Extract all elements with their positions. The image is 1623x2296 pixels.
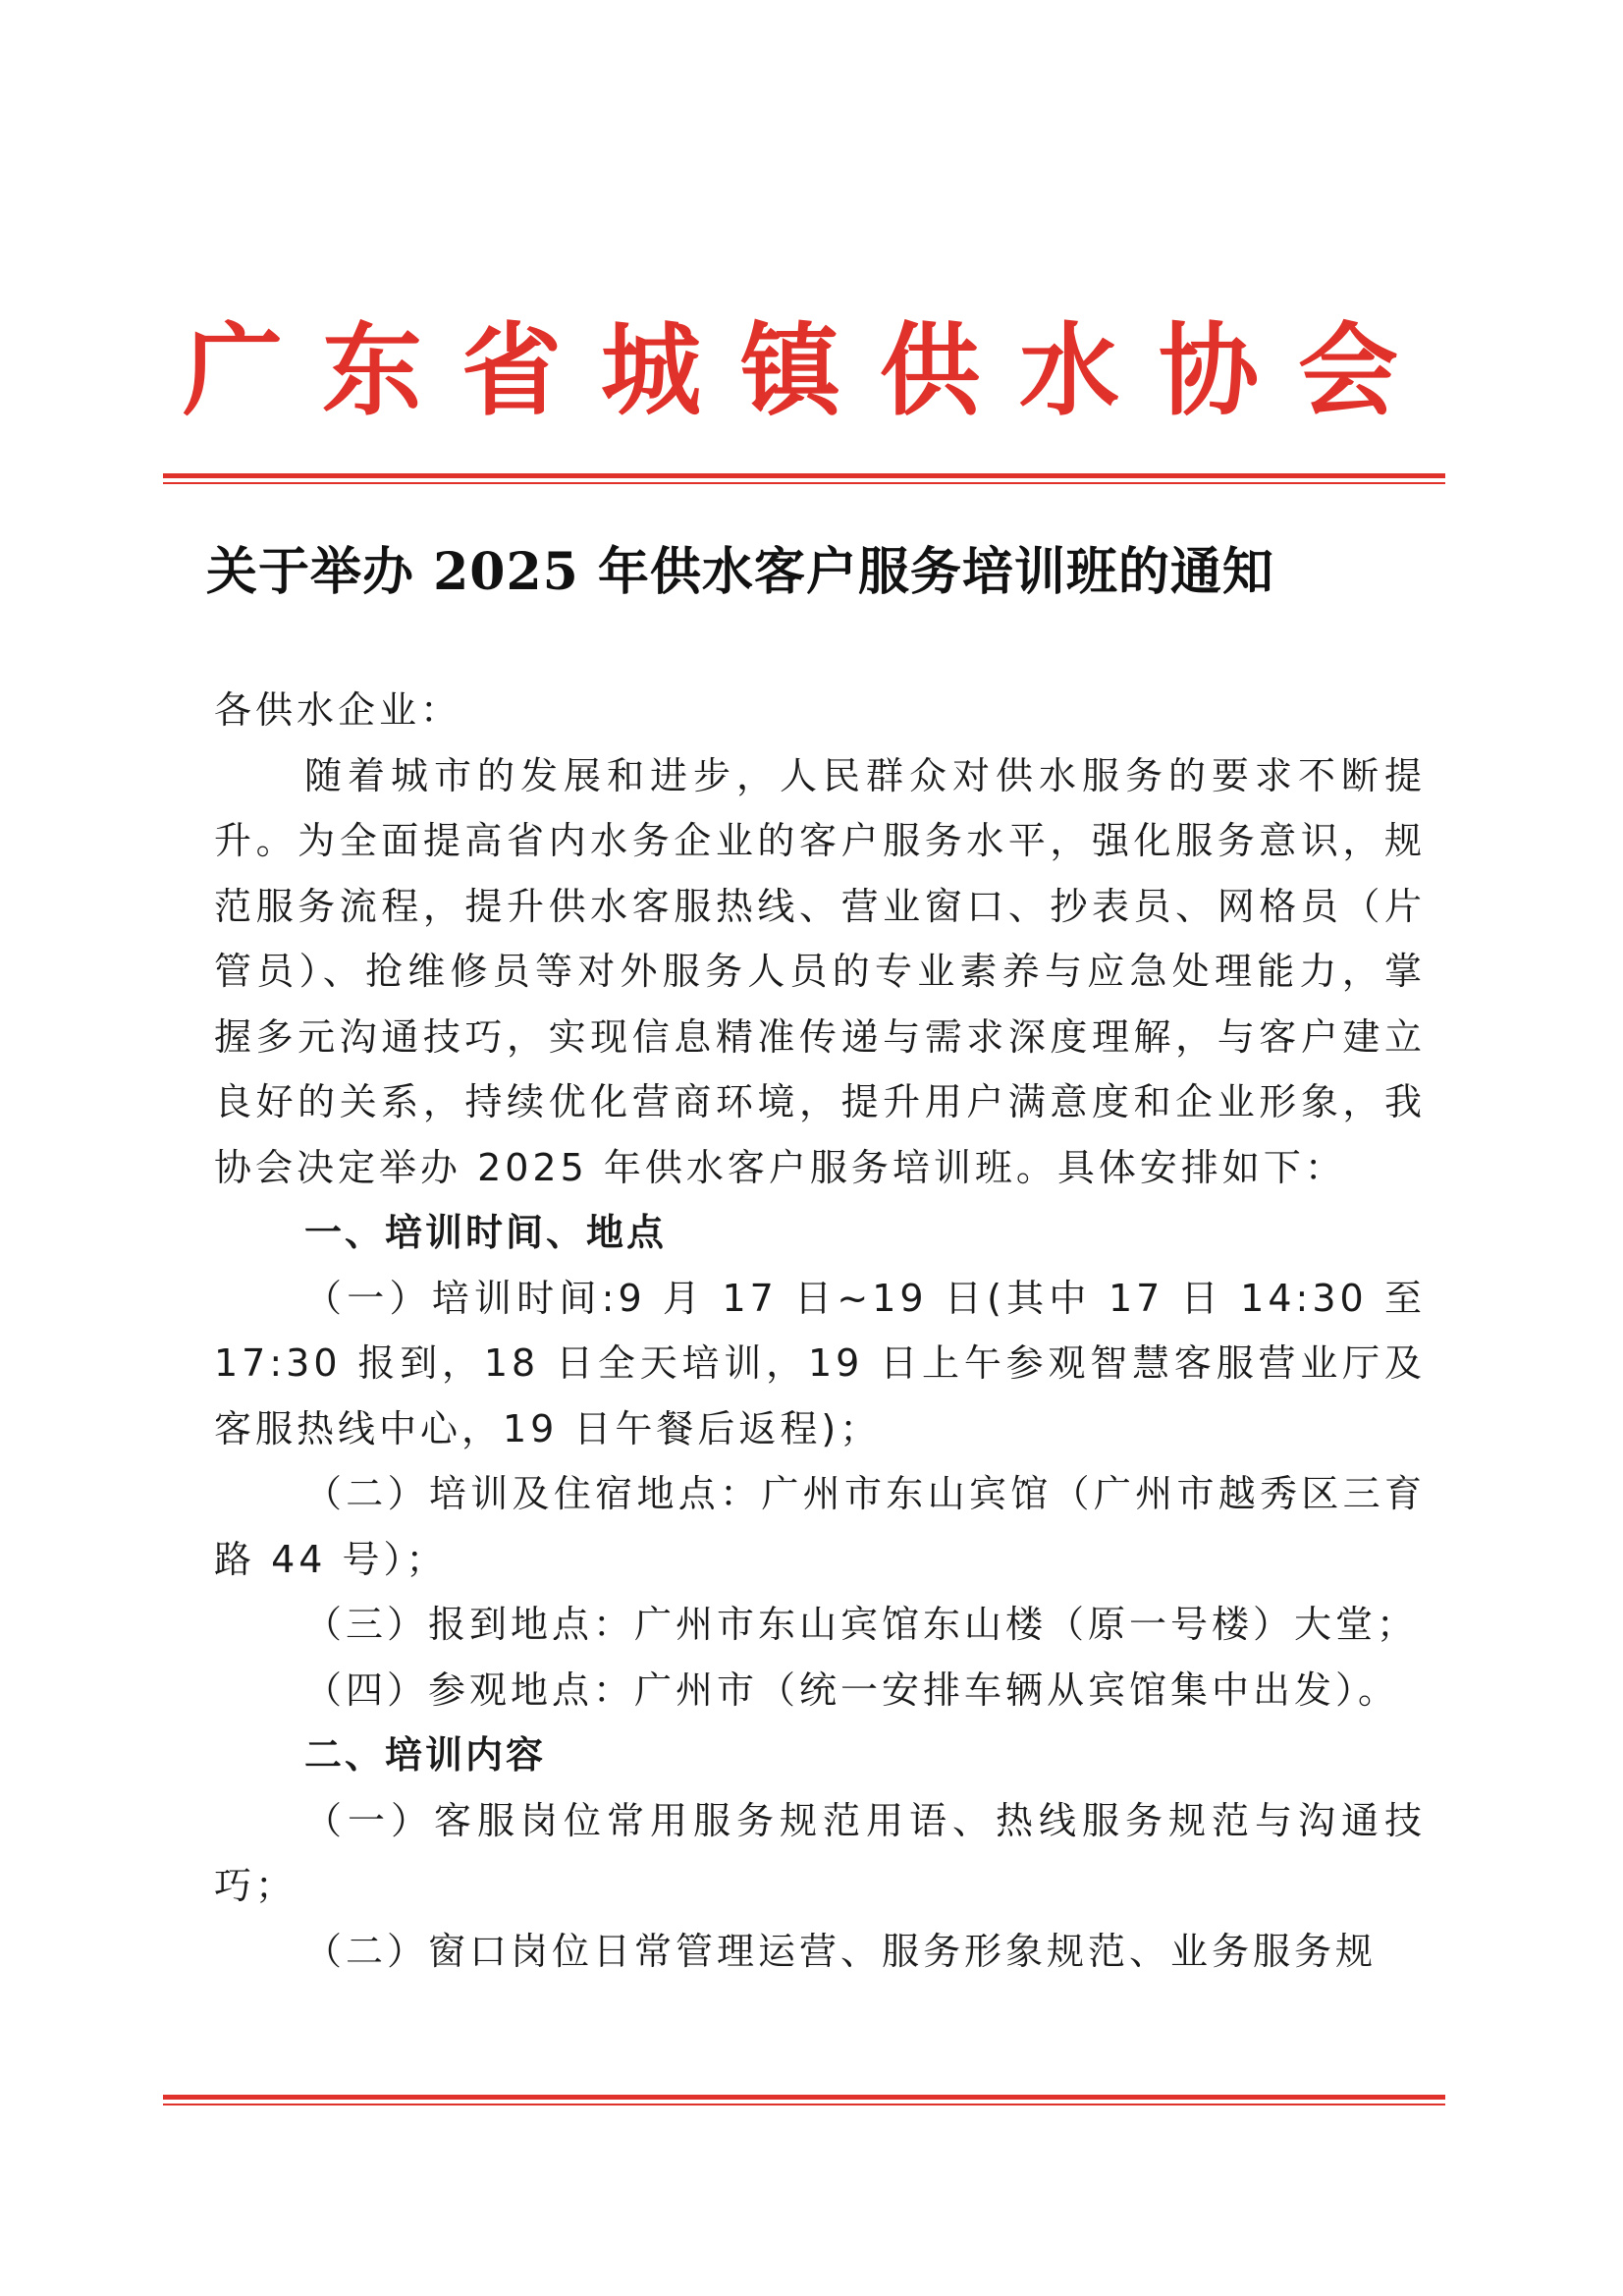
section2-item-hotline: （一）客服岗位常用服务规范用语、热线服务规范与沟通技巧； xyxy=(214,1798,1426,1907)
letterhead-org-name: 广东省城镇供水协会 xyxy=(183,312,1437,430)
salutation: 各供水企业： xyxy=(214,688,462,732)
section-heading-content: 二、培训内容 xyxy=(304,1733,547,1777)
footer-divider xyxy=(163,2095,1445,2105)
intro-paragraph: 随着城市的发展和进步，人民群众对供水服务的要求不断提升。为全面提高省内水务企业的客户服务水平，强化服务意识，规范服务流程，提升供水客服热线、营业窗口、抄表员、网格员（片管员）、抢维修员等对外服务人员的专业素养与应急处理能力，掌握多元沟通技巧，实现信息精准传递与需求深度理解，与客户建立良好的关系，持续优化营商环境，提升用户满意度和企业形象，我协会决定举办 2025 年供水客户服务培训班。具体安排如下： xyxy=(214,753,1426,1189)
letterhead-divider xyxy=(163,473,1445,484)
section-heading-time-location: 一、培训时间、地点 xyxy=(304,1211,668,1254)
document-title: 关于举办 2025 年供水客户服务培训班的通知 xyxy=(206,542,1274,602)
section2-item-window: （二）窗口岗位日常管理运营、服务形象规范、业务服务规 xyxy=(304,1929,1378,1973)
document-body xyxy=(214,678,1426,1984)
section1-item-venue: （二）培训及住宿地点：广州市东山宾馆（广州市越秀区三育路 44 号）； xyxy=(214,1472,1426,1581)
section1-item-visit: （四）参观地点：广州市（统一安排车辆从宾馆集中出发）。 xyxy=(304,1667,1400,1712)
section1-item-checkin: （三）报到地点：广州市东山宾馆东山楼（原一号楼）大堂； xyxy=(304,1603,1419,1646)
section1-item-time: （一）培训时间:9 月 17 日~19 日(其中 17 日 14:30 至 17:30 报到，18 日全天培训，19 日上午参观智慧客服营业厅及客服热线中心，19 日午餐后返程)； xyxy=(214,1276,1426,1450)
